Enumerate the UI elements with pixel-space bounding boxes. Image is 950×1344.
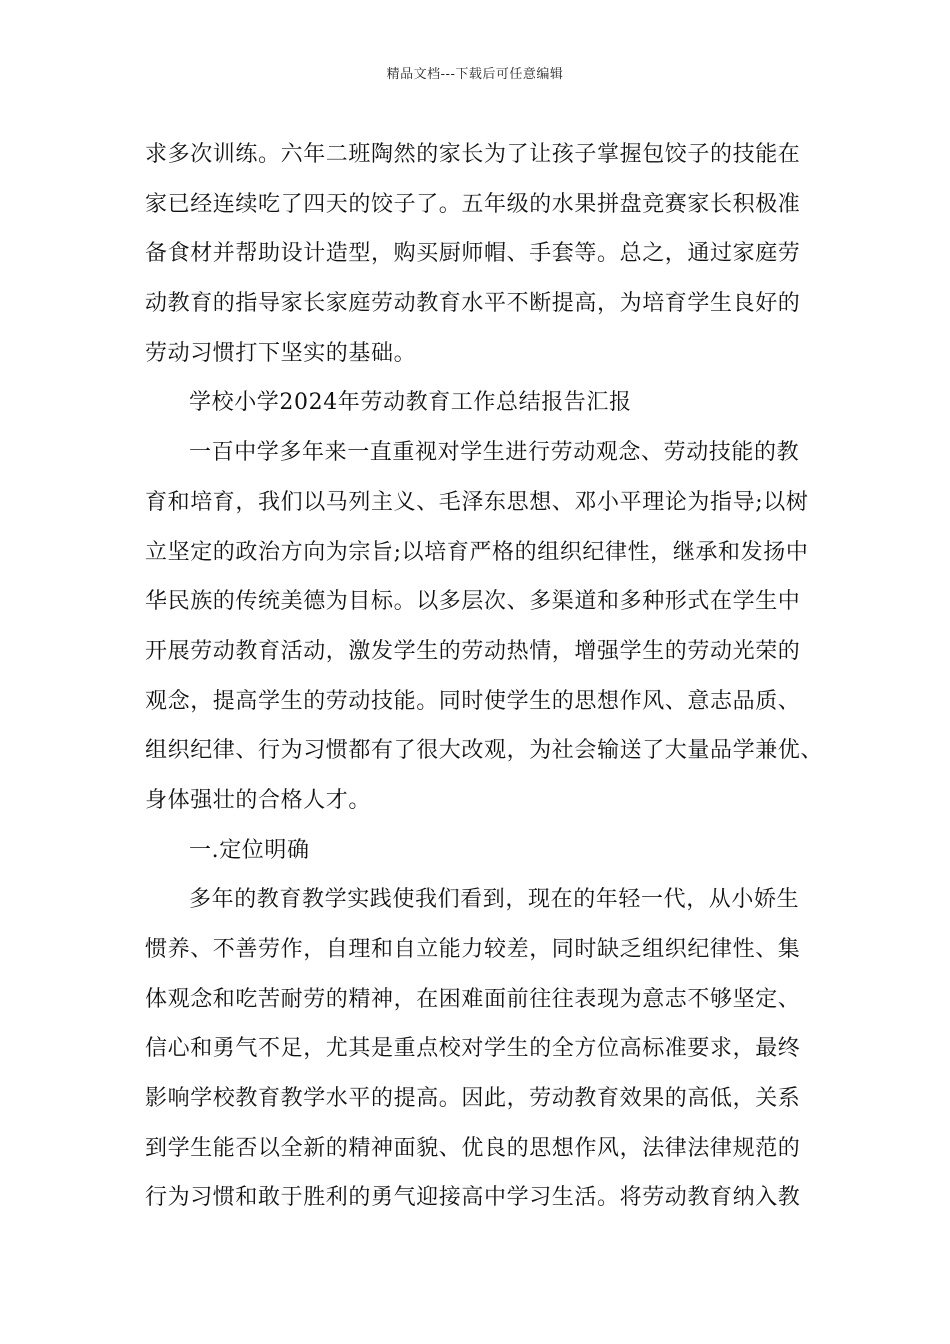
text-line: 家已经连续吃了四天的饺子了。五年级的水果拼盘竞赛家长积极准 bbox=[145, 191, 801, 217]
text-line: 一.定位明确 bbox=[189, 837, 310, 863]
text-line: 华民族的传统美德为目标。以多层次、多渠道和多种形式在学生中 bbox=[145, 589, 801, 615]
text-line: 观念，提高学生的劳动技能。同时使学生的思想作风、意志品质、 bbox=[145, 688, 801, 714]
text-line: 组织纪律、行为习惯都有了很大改观，为社会输送了大量品学兼优、 bbox=[145, 738, 824, 764]
text-line: 开展劳动教育活动，激发学生的劳动热情，增强学生的劳动光荣的 bbox=[145, 638, 801, 664]
text-line: 惯养、不善劳作，自理和自立能力较差，同时缺乏组织纪律性、集 bbox=[145, 937, 801, 962]
text-line: 学校小学2024年劳动教育工作总结报告汇报 bbox=[189, 390, 632, 416]
document-body bbox=[145, 130, 825, 1223]
text-line: 到学生能否以全新的精神面貌、优良的思想作风，法律法律规范的 bbox=[145, 1135, 801, 1161]
text-line: 育和培育，我们以马列主义、毛泽东思想、邓小平理论为指导;以树 bbox=[145, 489, 809, 515]
text-line: 备食材并帮助设计造型，购买厨师帽、手套等。总之，通过家庭劳 bbox=[145, 241, 801, 267]
text-line: 影响学校教育教学水平的提高。因此，劳动教育效果的高低，关系 bbox=[145, 1086, 801, 1112]
text-line: 求多次训练。六年二班陶然的家长为了让孩子掌握包饺子的技能在 bbox=[145, 142, 801, 167]
text-line: 劳动习惯打下坚实的基础。 bbox=[145, 340, 417, 366]
page-header: 精品文档---下载后可任意编辑 bbox=[386, 67, 564, 82]
text-line: 体观念和吃苦耐劳的精神，在困难面前往往表现为意志不够坚定、 bbox=[145, 986, 801, 1012]
text-line: 行为习惯和敢于胜利的勇气迎接高中学习生活。将劳动教育纳入教 bbox=[145, 1185, 801, 1211]
text-line: 立坚定的政治方向为宗旨;以培育严格的组织纪律性，继承和发扬中 bbox=[145, 539, 809, 565]
text-line: 身体强壮的合格人才。 bbox=[145, 787, 372, 813]
text-line: 信心和勇气不足，尤其是重点校对学生的全方位高标准要求，最终 bbox=[145, 1036, 801, 1062]
text-line: 动教育的指导家长家庭劳动教育水平不断提高，为培育学生良好的 bbox=[145, 291, 801, 317]
text-line: 多年的教育教学实践使我们看到，现在的年轻一代，从小娇生 bbox=[189, 887, 800, 913]
text-line: 一百中学多年来一直重视对学生进行劳动观念、劳动技能的教 bbox=[189, 440, 800, 466]
